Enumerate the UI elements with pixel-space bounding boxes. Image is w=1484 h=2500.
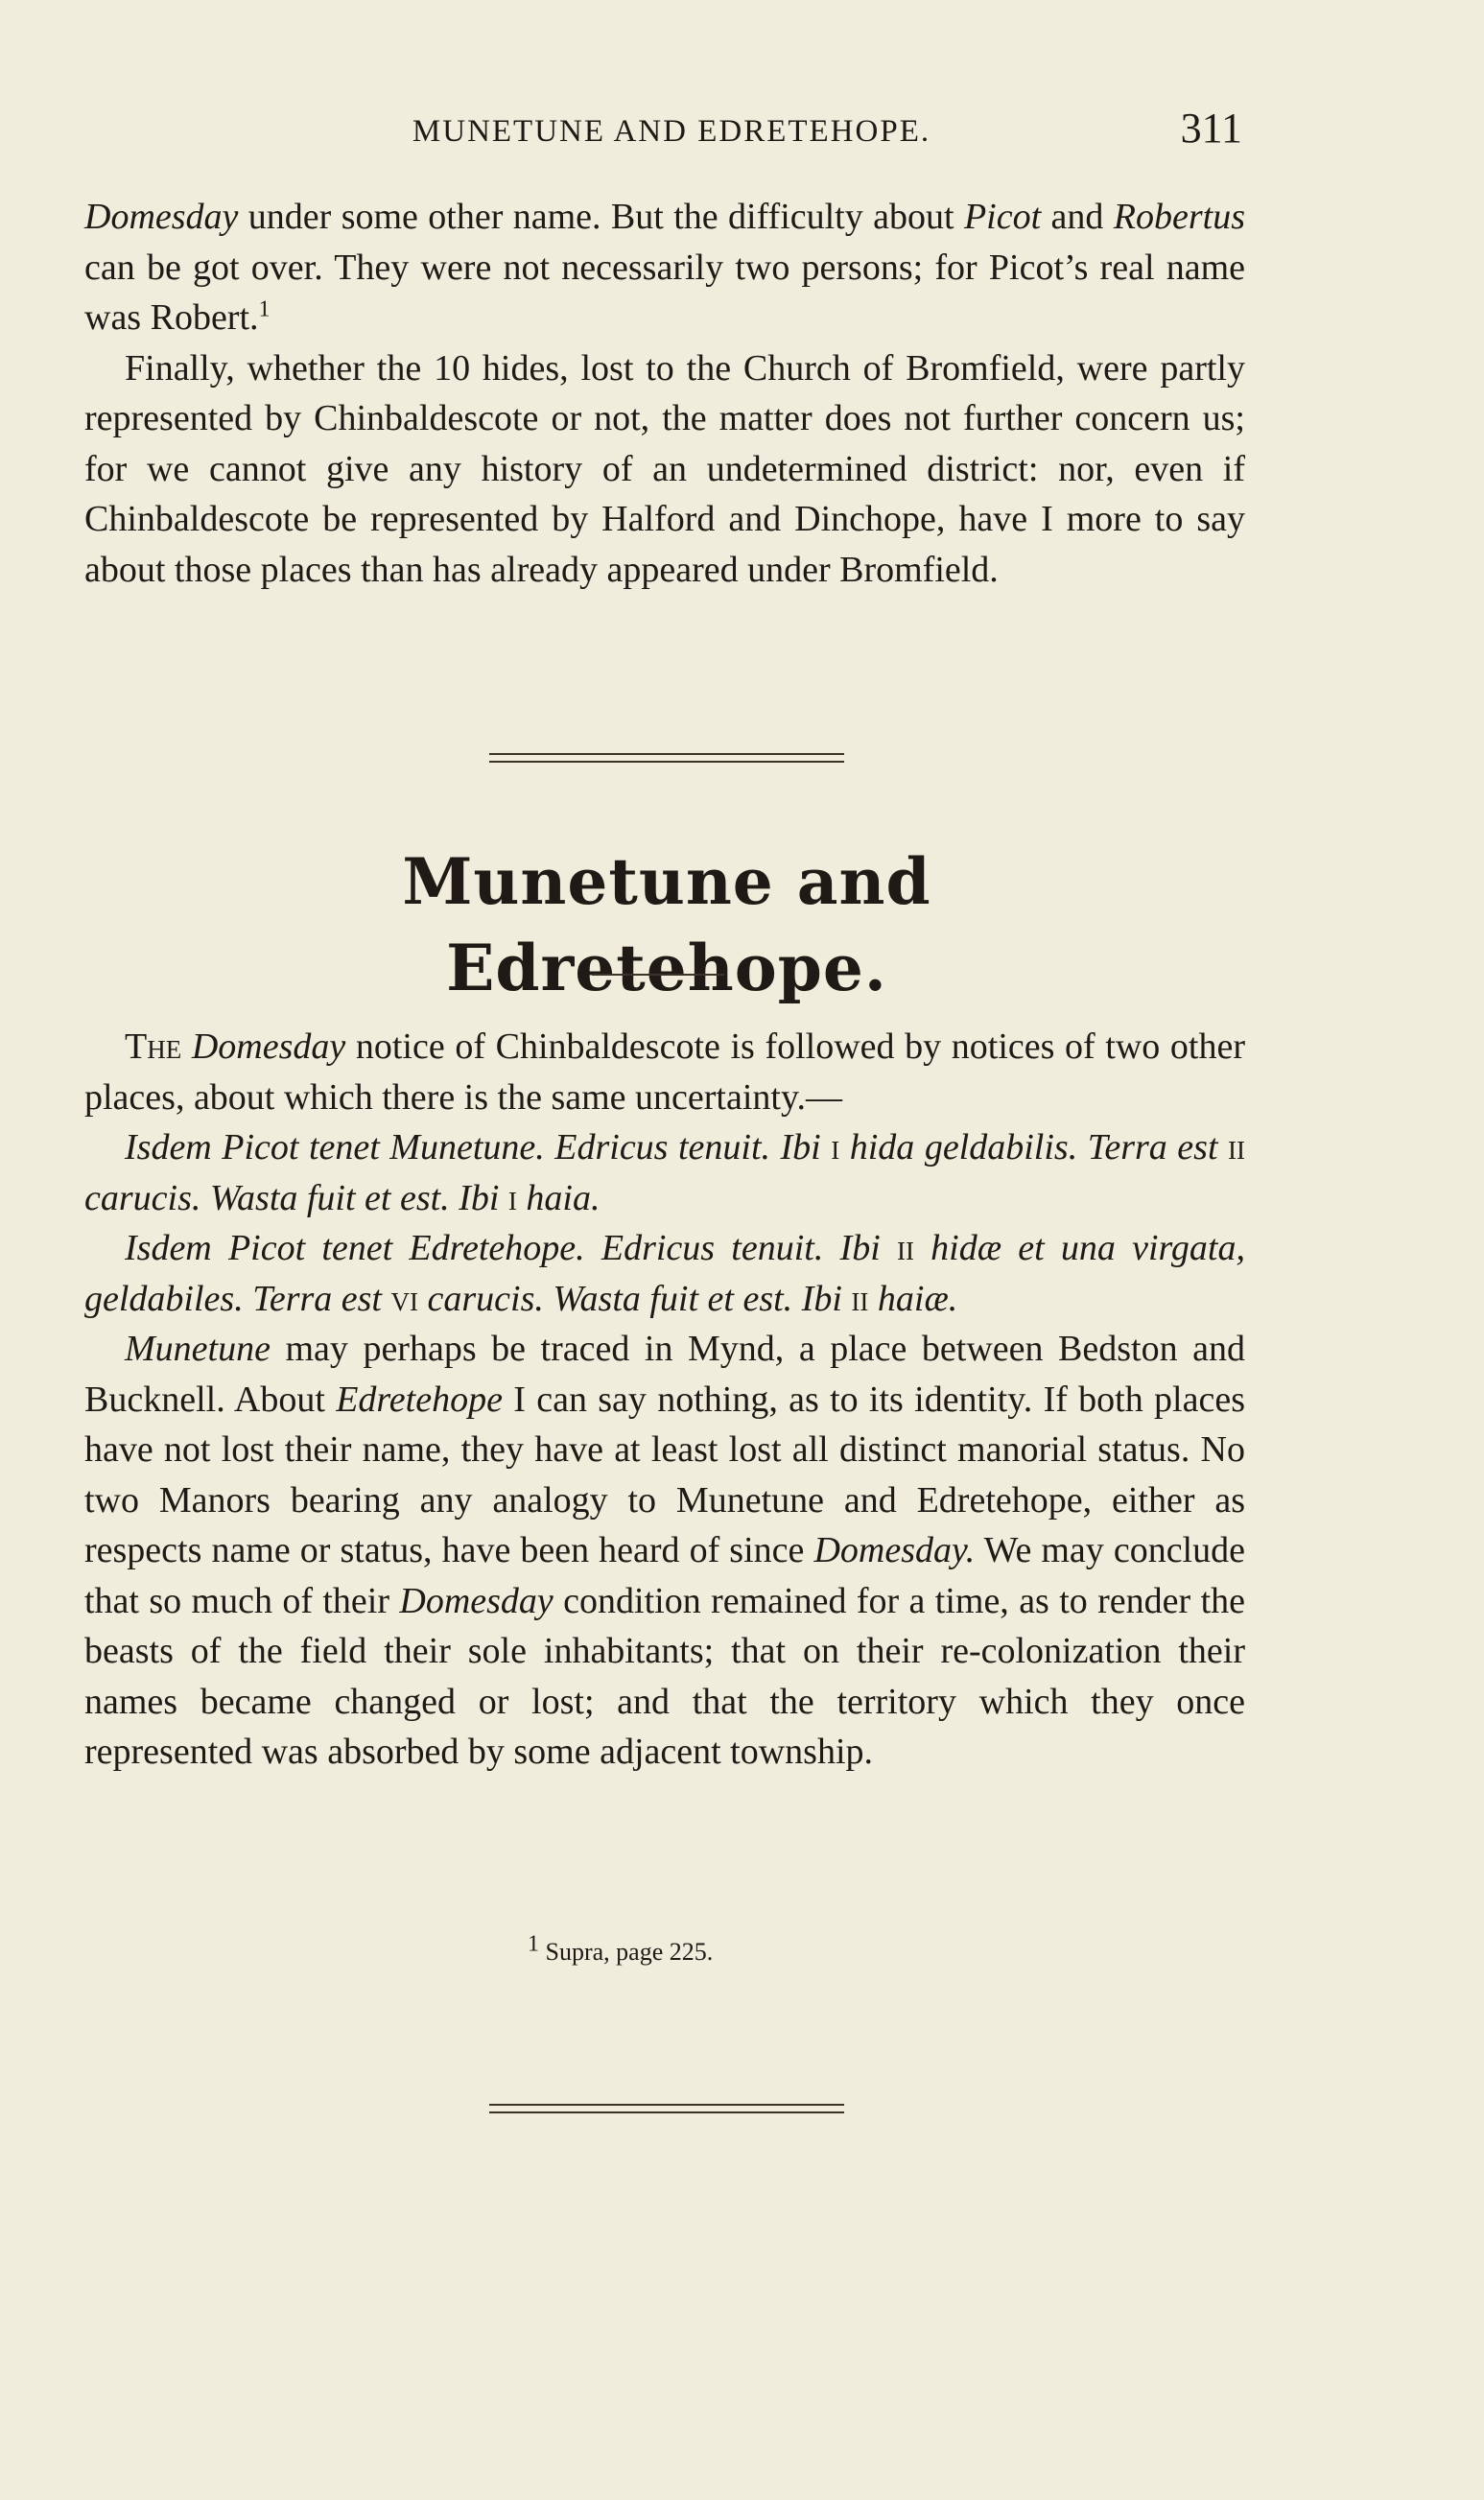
latin-text: carucis. Wasta fuit et est. Ibi xyxy=(84,1177,500,1218)
text-run: may perhaps be traced in Mynd, a place between Bedston and Bucknell. About xyxy=(84,1329,1245,1420)
paragraph-continuation xyxy=(84,192,1245,343)
text-run: I can say nothing, as to its identity. If both places have not lost their name, they have at least lost all distinct manorial status. No two Manors bearing any analogy to Munetune and Edretehope, either as respects name or status, have been heard of since xyxy=(84,1379,1245,1570)
running-title: MUNETUNE AND EDRETEHOPE. xyxy=(412,114,931,149)
section-divider-bottom xyxy=(489,2104,844,2113)
small-caps-word: The xyxy=(125,1026,182,1067)
italic-term: Edretehope xyxy=(336,1379,503,1420)
page-number: 311 xyxy=(1180,105,1242,152)
footnote-marker: 1 xyxy=(528,1931,539,1957)
domesday-quote-edretehope xyxy=(84,1223,1245,1324)
text-run xyxy=(181,1026,192,1067)
text-run: We may conclude that so much of their xyxy=(84,1530,1245,1621)
text-run: under some other name. But the difficulty about xyxy=(238,197,964,237)
italic-term: Domesday. xyxy=(813,1530,976,1570)
italic-term: Domesday xyxy=(84,197,239,237)
italic-term: Munetune xyxy=(125,1329,271,1369)
section-divider-top xyxy=(489,753,844,763)
latin-text: hidæ et una virgata, geldabiles. Terra est xyxy=(84,1228,1245,1319)
italic-term: Domesday xyxy=(399,1580,554,1621)
roman-numeral: ii xyxy=(880,1228,931,1268)
footnote-reference: 1 xyxy=(258,296,271,322)
paragraph-intro xyxy=(84,1022,1245,1122)
paragraph-munetune xyxy=(84,1324,1245,1778)
top-text-block xyxy=(84,192,1245,595)
latin-text: haia. xyxy=(526,1177,601,1218)
text-run: and xyxy=(1041,197,1114,237)
section-body xyxy=(84,1022,1245,1778)
footnote-text: Supra, page 225. xyxy=(539,1938,714,1966)
latin-text: hida geldabilis. Terra est xyxy=(849,1127,1218,1167)
latin-text: Isdem Picot tenet Edretehope. Edricus tenuit. Ibi xyxy=(125,1228,881,1268)
domesday-quote-munetune xyxy=(84,1122,1245,1223)
paragraph-finally: Finally, whether the 10 hides, lost to the Church of Bromfield, were partly represented by Chinbaldescote or not, the matter does not further concern us; for we cannot give any history of an undetermined district: nor, even if Chinbaldescote be represented by Halford and Dinchope, have I more to say about those places than has already appeared under Bromfield. xyxy=(84,347,1245,590)
italic-term: Picot xyxy=(963,197,1042,237)
roman-numeral: i xyxy=(820,1127,850,1167)
footnote xyxy=(528,1933,911,1971)
latin-text: haiæ. xyxy=(877,1278,958,1319)
roman-numeral: vi xyxy=(382,1278,428,1319)
roman-numeral: i xyxy=(499,1177,527,1218)
latin-text: Isdem Picot tenet Munetune. Edricus tenuit. Ibi xyxy=(125,1127,821,1167)
roman-numeral: ii xyxy=(841,1278,878,1319)
section-title: Munetune and Edretehope. xyxy=(402,844,931,1005)
title-underline xyxy=(592,974,724,976)
roman-numeral: ii xyxy=(1217,1127,1246,1167)
italic-term: Domesday xyxy=(191,1026,346,1067)
latin-text: carucis. Wasta fuit et est. Ibi xyxy=(427,1278,842,1319)
text-run: notice of Chinbaldescote is followed by notices of two other places, about which there is the same uncertainty.— xyxy=(84,1026,1245,1118)
text-run: condition remained for a time, as to render the beasts of the field their sole inhabitants; that on their re-colonization their names became changed or lost; and that the territory which they once represented was absorbed by some adjacent township. xyxy=(84,1580,1245,1772)
text-run: can be got over. They were not necessarily two persons; for Picot’s real name was Robert. xyxy=(84,247,1245,338)
italic-term: Robertus xyxy=(1113,197,1245,237)
